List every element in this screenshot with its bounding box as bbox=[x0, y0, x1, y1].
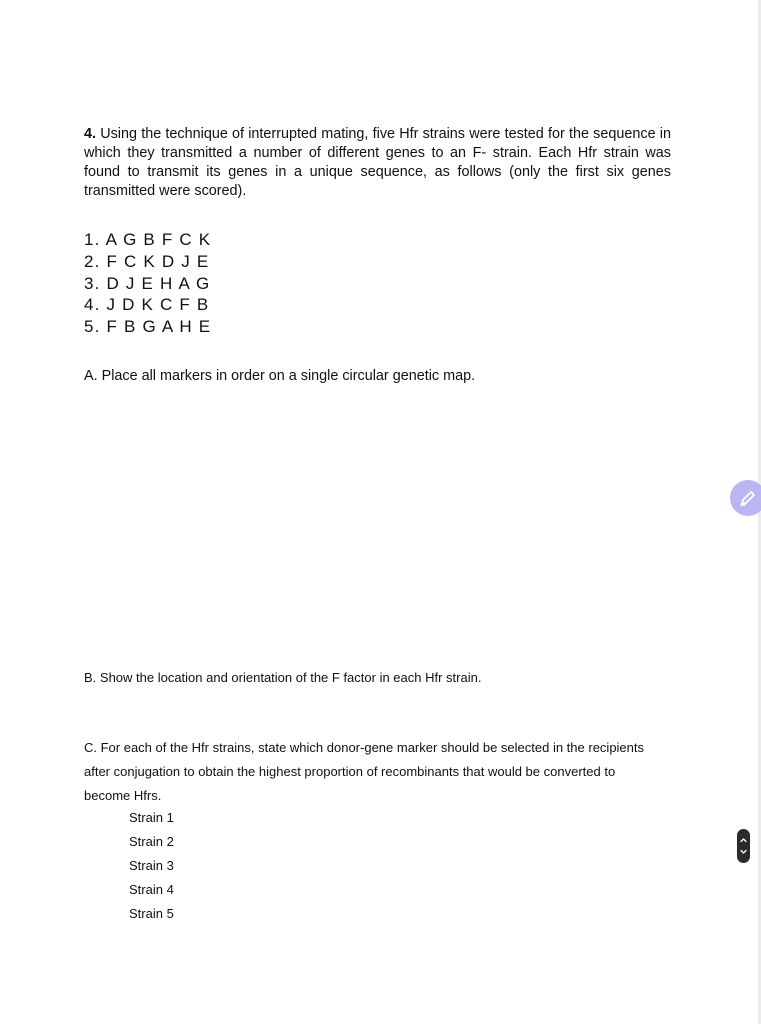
part-c-prompt: C. For each of the Hfr strains, state which donor-gene marker should be selected in the recipients after conjugation to obtain the highest proportion of recombinants that would be converted to become Hfrs. bbox=[84, 740, 645, 803]
scroll-control[interactable] bbox=[737, 829, 750, 863]
question-number: 4. bbox=[84, 126, 97, 142]
part-a-prompt: A. Place all markers in order on a single circular genetic map. bbox=[84, 368, 476, 384]
strain-label: Strain 5 bbox=[129, 906, 174, 921]
sequence-item: 5. F B G A H E bbox=[84, 317, 212, 337]
question-intro bbox=[84, 125, 671, 201]
chevron-up-icon[interactable] bbox=[739, 836, 748, 844]
strain-label: Strain 1 bbox=[129, 810, 174, 825]
sequence-item: 1. A G B F C K bbox=[84, 230, 212, 249]
chevron-down-icon[interactable] bbox=[739, 848, 748, 856]
sequence-item: 3. D J E H A G bbox=[84, 273, 211, 293]
strain-label: Strain 2 bbox=[129, 834, 174, 849]
edit-button[interactable] bbox=[730, 480, 761, 516]
pencil-icon bbox=[738, 488, 758, 508]
strain-sequence-list bbox=[84, 229, 211, 338]
part-b-prompt: B. Show the location and orientation of the F factor in each Hfr strain. bbox=[84, 670, 482, 685]
strain-answer-list bbox=[129, 806, 174, 926]
strain-label: Strain 3 bbox=[129, 858, 174, 873]
question-text: Using the technique of interrupted mating, five Hfr strains were tested for the sequence in which they transmitted a number of different genes to an F- strain. Each Hfr strain was found to transmit its genes in a unique sequence, as follows (only the first six genes transmitted were scored). bbox=[84, 126, 671, 199]
sequence-item: 4. J D K C F B bbox=[84, 295, 210, 315]
strain-label: Strain 4 bbox=[129, 882, 174, 897]
sequence-item: 2. F C K D J E bbox=[84, 251, 210, 271]
